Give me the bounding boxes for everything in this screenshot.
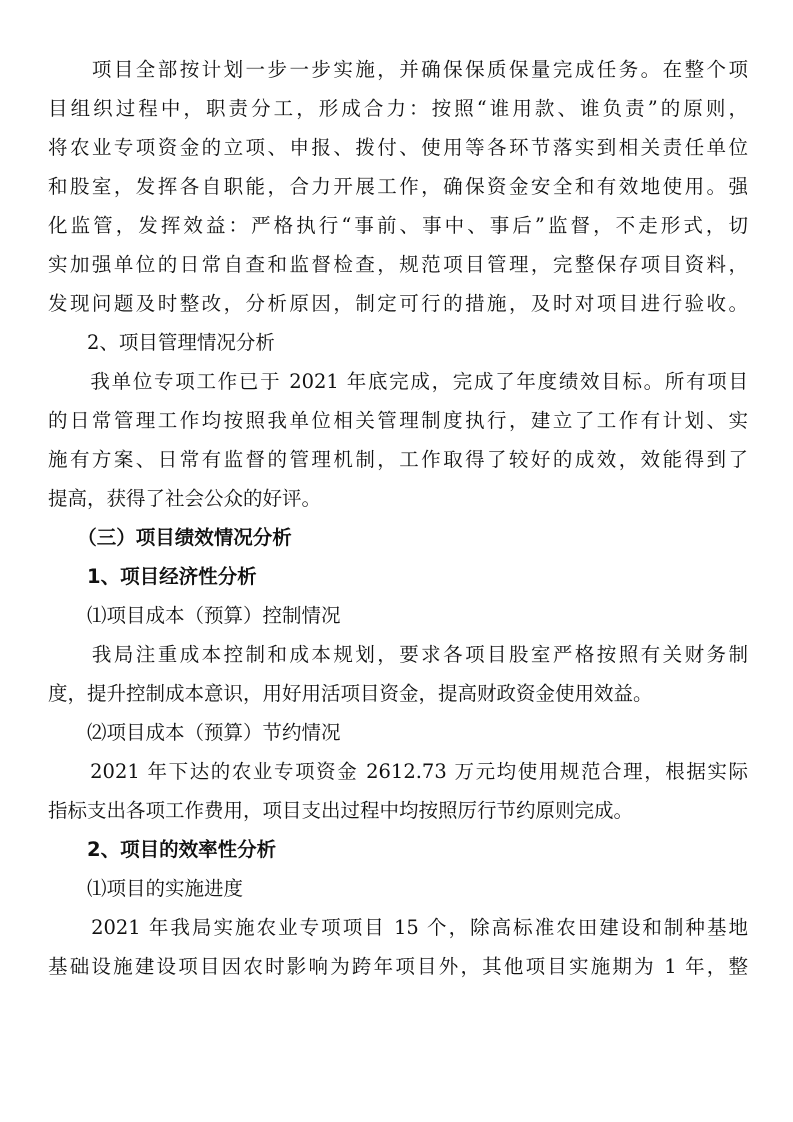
paragraph-3-line-2: 度，提升控制成本意识，用好用活项目资金，提高财政资金使用效益。 <box>48 682 653 705</box>
section-heading-performance: （三）项目绩效情况分析 <box>48 526 292 549</box>
paragraph-2-line-1: 我单位专项工作已于 2021 年底完成，完成了年度绩效目标。所有项目 <box>48 370 748 393</box>
paragraph-4-line-2: 指标支出各项工作费用，项目支出过程中均按照厉行节约原则完成。 <box>48 799 634 822</box>
paragraph-1-line-4: 和股室，发挥各自职能，合力开展工作，确保资金安全和有效地使用。强 <box>48 175 748 198</box>
paragraph-4-line-1: 2021 年下达的农业专项资金 2612.73 万元均使用规范合理，根据实际 <box>48 760 748 783</box>
subheading-project-management: 2、项目管理情况分析 <box>48 331 275 354</box>
heading-efficiency-analysis: 2、项目的效率性分析 <box>48 838 277 861</box>
paragraph-5-line-1: 2021 年我局实施农业专项项目 15 个，除高标准农田建设和制种基地 <box>48 916 748 939</box>
paragraph-3-line-1: 我局注重成本控制和成本规划，要求各项目股室严格按照有关财务制 <box>48 643 748 666</box>
paragraph-5-line-2: 基础设施建设项目因农时影响为跨年项目外，其他项目实施期为 1 年，整 <box>48 955 748 978</box>
paragraph-1-line-2: 目组织过程中，职责分工，形成合力：按照“谁用款、谁负责”的原则， <box>48 97 748 120</box>
item-cost-saving: ⑵项目成本（预算）节约情况 <box>48 721 341 744</box>
item-progress: ⑴项目的实施进度 <box>48 877 244 900</box>
paragraph-2-line-3: 施有方案、日常有监督的管理机制，工作取得了较好的成效，效能得到了 <box>48 448 748 471</box>
paragraph-2-line-2: 的日常管理工作均按照我单位相关管理制度执行，建立了工作有计划、实 <box>48 409 748 432</box>
paragraph-1-line-6: 实加强单位的日常自查和监督检查，规范项目管理，完整保存项目资料， <box>48 253 748 276</box>
paragraph-1-line-7: 发现问题及时整改，分析原因，制定可行的措施，及时对项目进行验收。 <box>48 292 748 315</box>
heading-economy-analysis: 1、项目经济性分析 <box>48 565 257 588</box>
paragraph-1-line-5: 化监管，发挥效益：严格执行“事前、事中、事后”监督，不走形式，切 <box>48 214 748 237</box>
paragraph-1-line-1: 项目全部按计划一步一步实施，并确保保质保量完成任务。在整个项 <box>48 58 748 81</box>
paragraph-1-line-3: 将农业专项资金的立项、申报、拨付、使用等各环节落实到相关责任单位 <box>48 136 748 159</box>
item-cost-control: ⑴项目成本（预算）控制情况 <box>48 604 341 627</box>
paragraph-2-line-4: 提高，获得了社会公众的好评。 <box>48 487 322 510</box>
